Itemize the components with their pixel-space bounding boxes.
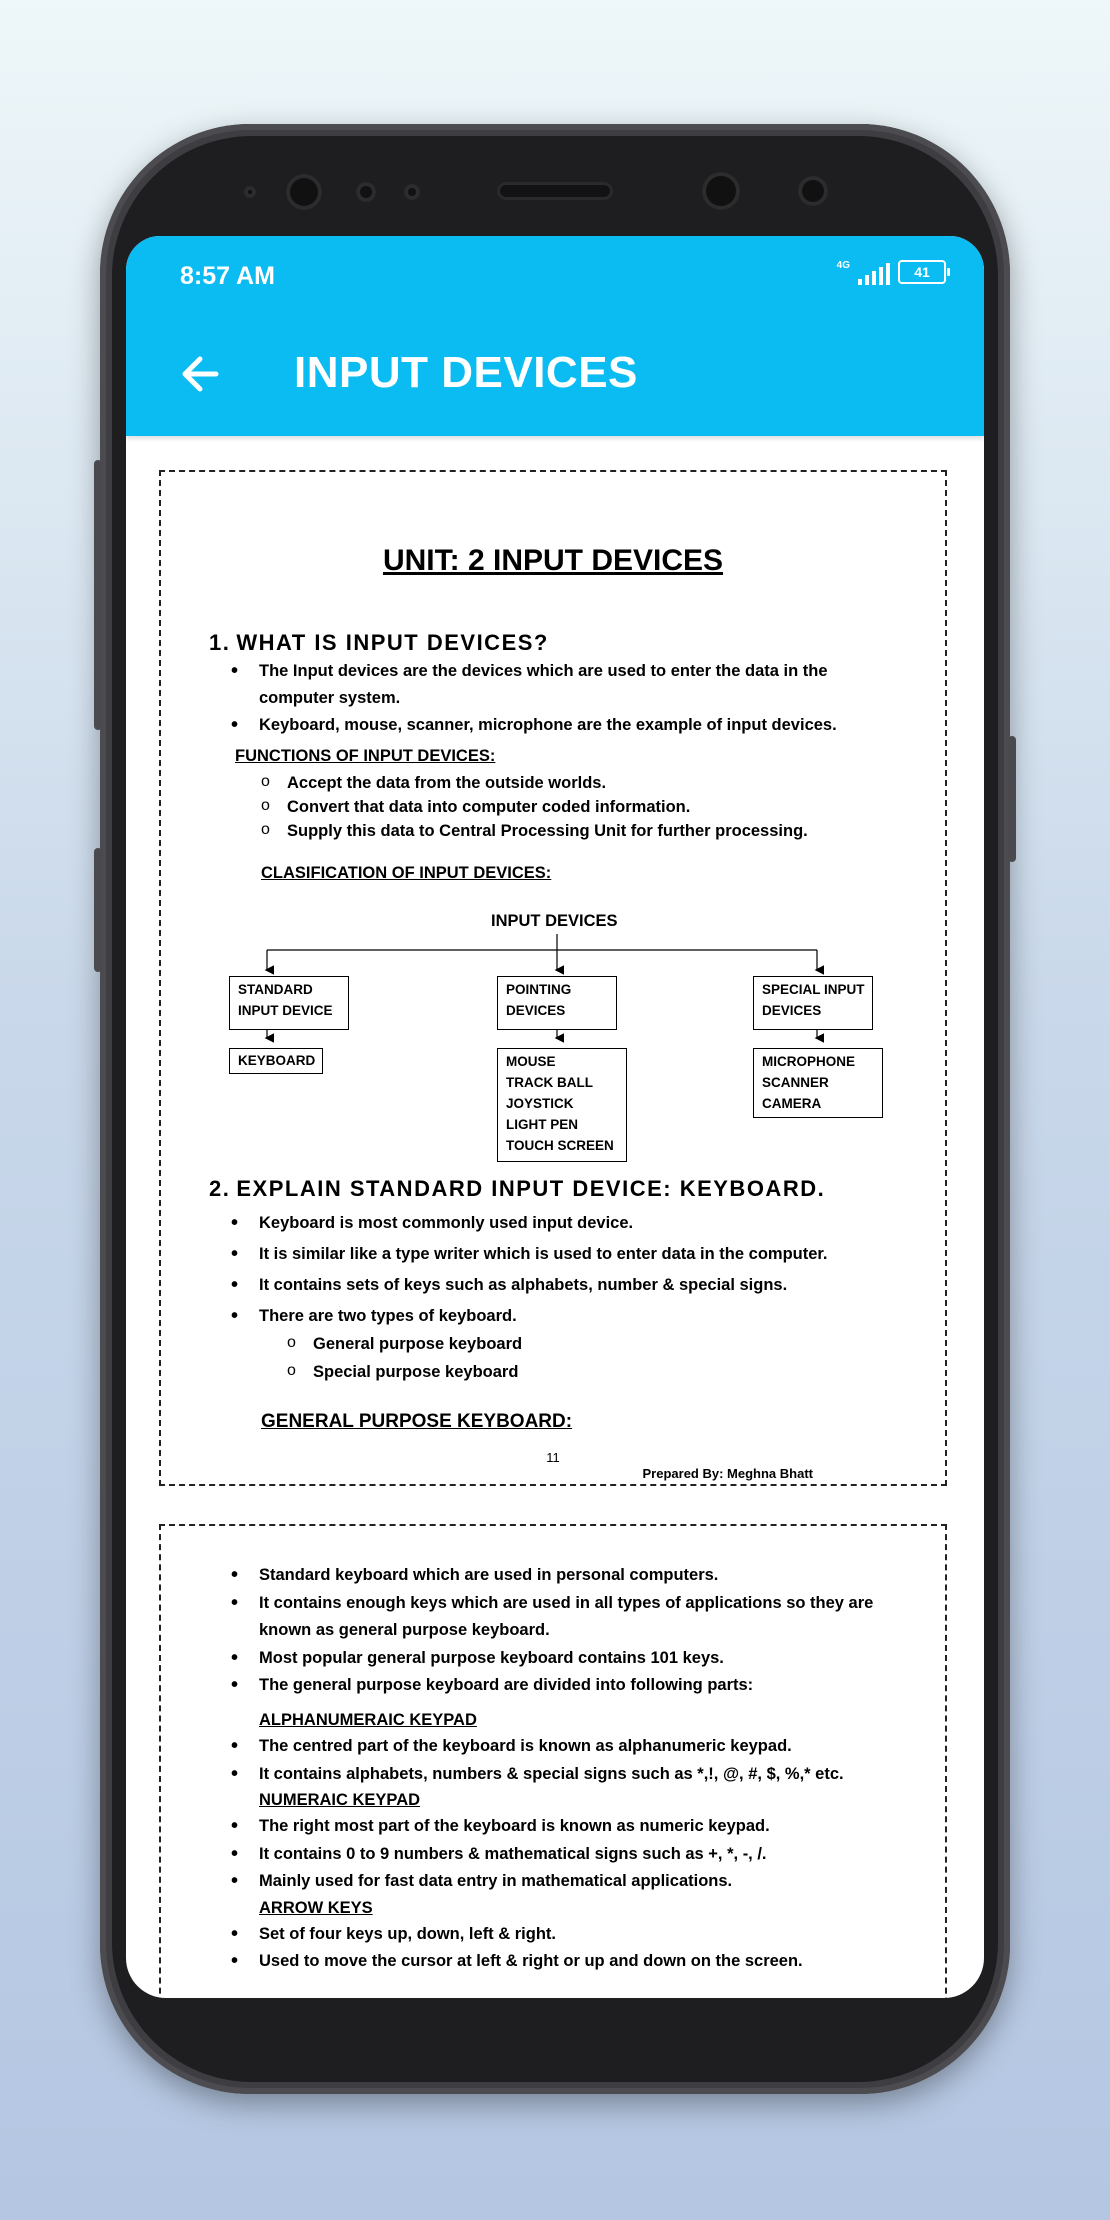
document-viewer[interactable]: [126, 436, 984, 1998]
list-item: • Set of four keys up, down, left & right.: [231, 1921, 895, 1949]
list-item: o Convert that data into computer coded information.: [261, 795, 808, 819]
sensor-dot: [404, 184, 420, 200]
box-label: CAMERA: [762, 1096, 822, 1111]
prepared-by: Prepared By: Meghna Bhatt: [642, 1466, 813, 1481]
box-label: SPECIAL INPUT: [762, 982, 865, 997]
box-label: TOUCH SCREEN: [506, 1138, 614, 1153]
app-bar: [126, 312, 984, 436]
box-label: STANDARD: [238, 982, 313, 997]
list-item: • It contains alphabets, numbers & special signs such as *,!, @, #, $, %,* etc.: [231, 1761, 895, 1789]
numeric-heading: NUMERAIC KEYPAD: [259, 1791, 421, 1809]
status-icons: [837, 260, 946, 285]
general-purpose-heading: GENERAL PURPOSE KEYBOARD:: [261, 1411, 573, 1432]
keypad-sections: [231, 1707, 895, 1976]
volume-button: [94, 460, 102, 730]
list-item: o Supply this data to Central Processing Unit for further processing.: [261, 819, 808, 843]
list-item: o General purpose keyboard: [287, 1330, 522, 1358]
document-page-11: [159, 470, 947, 1486]
question-2-text: EXPLAIN STANDARD INPUT DEVICE: KEYBOARD.: [236, 1176, 826, 1201]
box-label: SCANNER: [762, 1075, 829, 1090]
diagram-box-special-items: [753, 1048, 883, 1118]
box-label: POINTING: [506, 982, 572, 997]
keyboard-types-list: [287, 1330, 522, 1386]
diagram-box-standard: [229, 976, 349, 1030]
diagram-root-label: INPUT DEVICES: [491, 912, 618, 930]
side-button: [94, 848, 102, 972]
list-item: • Standard keyboard which are used in personal computers.: [231, 1562, 895, 1590]
box-label: LIGHT PEN: [506, 1117, 579, 1132]
box-label: TRACK BALL: [506, 1075, 593, 1090]
question-1-heading: [209, 630, 549, 656]
page-title: INPUT DEVICES: [294, 348, 638, 397]
list-item: • There are two types of keyboard.: [231, 1301, 905, 1332]
list-item: • Most popular general purpose keyboard contains 101 keys.: [231, 1645, 895, 1673]
list-item: • The right most part of the keyboard is known as numeric keypad.: [231, 1813, 895, 1841]
box-label: JOYSTICK: [506, 1096, 574, 1111]
box-label: KEYBOARD: [238, 1053, 316, 1068]
list-item: • It is similar like a type writer which is used to enter data in the computer.: [231, 1239, 905, 1270]
power-button: [1008, 736, 1016, 862]
document-page-12: [159, 1524, 947, 1998]
arrow-left-icon: [170, 344, 230, 404]
battery-icon: [898, 260, 946, 284]
list-item: • Used to move the cursor at left & right or up and down on the screen.: [231, 1948, 895, 1976]
classification-heading: CLASIFICATION OF INPUT DEVICES:: [261, 864, 552, 882]
list-item: • Mainly used for fast data entry in mathematical applications.: [231, 1868, 895, 1896]
battery-level: 41: [914, 264, 930, 280]
network-type: 4G: [836, 260, 850, 271]
sensor-dot: [356, 182, 376, 202]
arrow-keys-heading: ARROW KEYS: [259, 1898, 373, 1917]
diagram-box-pointing-items: [497, 1048, 627, 1162]
question-2-heading: [209, 1176, 825, 1202]
back-button[interactable]: [170, 344, 230, 404]
list-item: o Special purpose keyboard: [287, 1358, 522, 1386]
status-bar: [126, 236, 984, 312]
box-label: INPUT DEVICE: [238, 1003, 333, 1018]
list-item: • The centred part of the keyboard is known as alphanumeric keypad.: [231, 1733, 895, 1761]
general-keyboard-bullets: [231, 1562, 895, 1700]
box-label: DEVICES: [762, 1003, 822, 1018]
functions-list: [261, 771, 808, 843]
signal-icon: [858, 263, 890, 285]
sensor-dot: [798, 176, 828, 206]
front-camera-secondary: [702, 172, 740, 210]
earpiece-speaker: [497, 182, 613, 200]
list-item: • Keyboard, mouse, scanner, microphone are the example of input devices.: [231, 712, 905, 739]
list-item: • It contains 0 to 9 numbers & mathematical signs such as +, *, -, /.: [231, 1841, 895, 1869]
box-label: DEVICES: [506, 1003, 566, 1018]
question-1-number: 1.: [209, 630, 231, 655]
phone-screen: [126, 236, 984, 1998]
diagram-box-special: [753, 976, 873, 1030]
sensor-dot: [244, 186, 256, 198]
question-1-bullets: [231, 658, 905, 739]
box-label: MICROPHONE: [762, 1054, 856, 1069]
diagram-box-keyboard: [229, 1048, 323, 1074]
list-item: • The general purpose keyboard are divided into following parts:: [231, 1672, 895, 1700]
box-label: MOUSE: [506, 1054, 556, 1069]
question-1-text: WHAT IS INPUT DEVICES?: [236, 630, 549, 655]
list-item: • The Input devices are the devices which are used to enter the data in the computer system.: [231, 658, 905, 712]
list-item: • Keyboard is most commonly used input device.: [231, 1208, 905, 1239]
question-2-bullets: [231, 1208, 905, 1332]
list-item: o Accept the data from the outside worlds.: [261, 771, 808, 795]
diagram-box-pointing: [497, 976, 617, 1030]
list-item: • It contains sets of keys such as alphabets, number & special signs.: [231, 1270, 905, 1301]
front-camera: [286, 174, 322, 210]
question-2-number: 2.: [209, 1176, 231, 1201]
unit-title: UNIT: 2 INPUT DEVICES: [382, 544, 724, 577]
status-time: 8:57 AM: [180, 262, 275, 290]
page-number: 11: [546, 1450, 560, 1465]
list-item: • It contains enough keys which are used in all types of applications so they are known as general purpose keyboard.: [231, 1590, 895, 1645]
functions-heading: FUNCTIONS OF INPUT DEVICES:: [235, 747, 496, 765]
alphanumeric-heading: ALPHANUMERAIC KEYPAD: [259, 1711, 477, 1729]
